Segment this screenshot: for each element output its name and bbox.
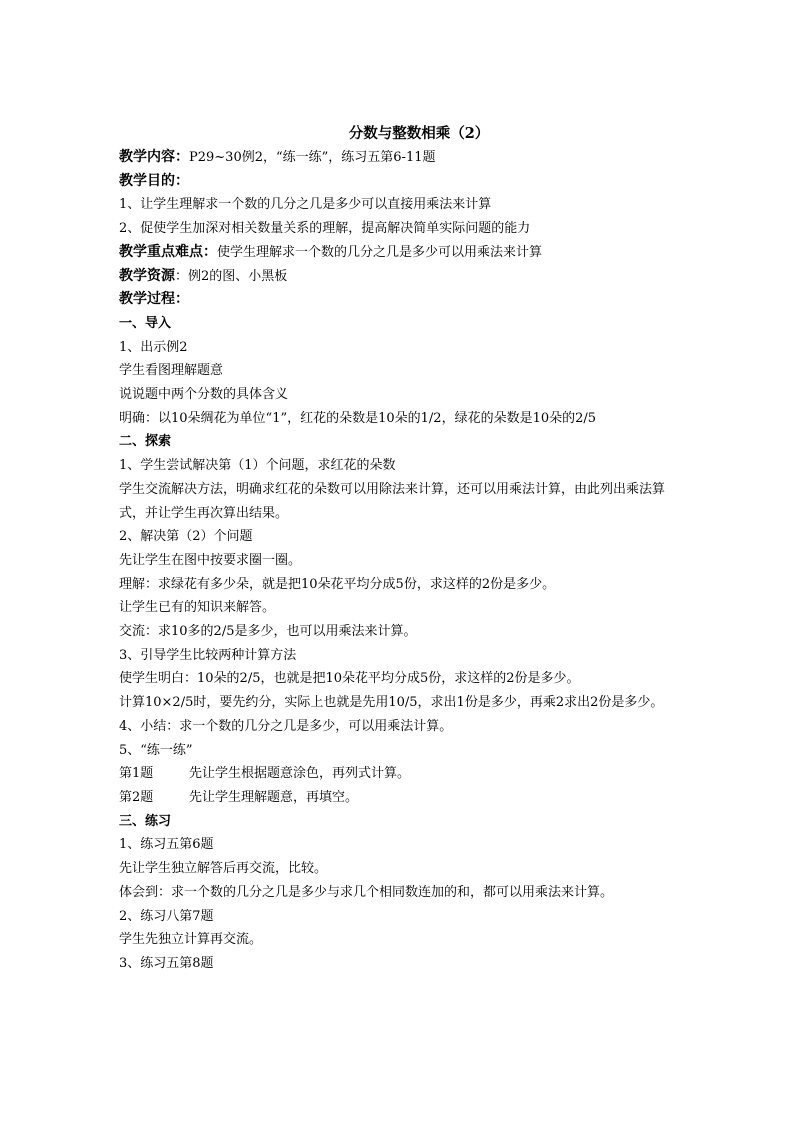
document-body: [119, 122, 679, 976]
content-line: [119, 146, 679, 170]
paragraph: 4、小结：求一个数的几分之几是多少，可以用乘法计算。: [119, 718, 453, 734]
paragraph: 1、学生尝试解决第（1）个问题，求红花的朵数: [119, 458, 396, 474]
content-text: P29~30例2，“练一练”，练习五第6-11题: [189, 150, 436, 165]
content-label: 教学内容：: [119, 149, 189, 165]
section-heading: 二、探索: [119, 434, 172, 450]
paragraph: 1、出示例2: [119, 339, 188, 355]
key-line: [119, 241, 679, 265]
exercise-text: 先让学生理解题意，再填空。: [189, 789, 359, 805]
paragraph: 使学生明白：10朵的2/5，也就是把10朵花平均分成5份，求这样的2份是多少。: [119, 671, 580, 687]
paragraph: 让学生已有的知识来解答。: [119, 600, 276, 616]
paragraph: 3、引导学生比较两种计算方法: [119, 647, 297, 663]
paragraph: 先让学生独立解答后再交流，比较。: [119, 861, 328, 877]
resource-text: ：例2的图、小黑板: [175, 268, 288, 284]
paragraph: 学生先独立计算再交流。: [119, 932, 263, 948]
goal-item: 1、让学生理解求一个数的几分之几是多少可以直接用乘法来计算: [119, 197, 492, 213]
paragraph: 体会到：求一个数的几分之几是多少与求几个相同数连加的和，都可以用乘法来计算。: [119, 884, 614, 900]
paragraph: 计算10×2/5时，要先约分，实际上也就是先用10/5，求出1份是多少，再乘2求出2份是多少。: [119, 695, 664, 711]
exercise-text: 先让学生根据题意涂色，再列式计算。: [189, 766, 411, 782]
key-text: 使学生理解求一个数的几分之几是多少可以用乘法来计算: [217, 244, 543, 260]
paragraph: 交流：求10多的2/5是多少，也可以用乘法来计算。: [119, 624, 417, 640]
exercise-line: [119, 786, 679, 810]
paragraph: 3、练习五第8题: [119, 955, 214, 971]
exercise-line: [119, 762, 679, 786]
section-heading: 一、导入: [119, 315, 172, 331]
process-heading: 教学过程：: [119, 291, 189, 308]
paragraph: 理解：求绿花有多少朵，就是把10朵花平均分成5份，求这样的2份是多少。: [119, 576, 556, 592]
goal-item: 2、促使学生加深对相关数量关系的理解，提高解决简单实际问题的能力: [119, 221, 531, 237]
resource-line: [119, 265, 679, 289]
section-heading: 三、练习: [119, 813, 172, 829]
document-title: 分数与整数相乘（2）: [348, 125, 490, 142]
paragraph: 5、“练一练”: [119, 742, 193, 758]
paragraph: 说说题中两个分数的具体含义: [119, 387, 289, 403]
paragraph: 2、练习八第7题: [119, 908, 214, 924]
paragraph: 学生看图理解题意: [119, 363, 224, 379]
key-label: 教学重点难点：: [119, 243, 217, 260]
exercise-number: 第1题: [119, 766, 154, 782]
paragraph: 先让学生在图中按要求圈一圈。: [119, 552, 302, 568]
paragraph: 明确：以10朵绸花为单位“1”，红花的朵数是10朵的1/2，绿花的朵数是10朵的2/5: [119, 410, 597, 426]
goal-heading: 教学目的：: [119, 172, 189, 189]
paragraph: 学生交流解决方法，明确求红花的朵数可以用除法来计算，还可以用乘法计算，由此列出乘法算式，并让学生再次算出结果。: [119, 481, 666, 521]
paragraph: 2、解决第（2）个问题: [119, 529, 253, 545]
resource-label: 教学资源: [119, 267, 175, 284]
paragraph: 1、练习五第6题: [119, 837, 214, 853]
exercise-number: 第2题: [119, 789, 154, 805]
